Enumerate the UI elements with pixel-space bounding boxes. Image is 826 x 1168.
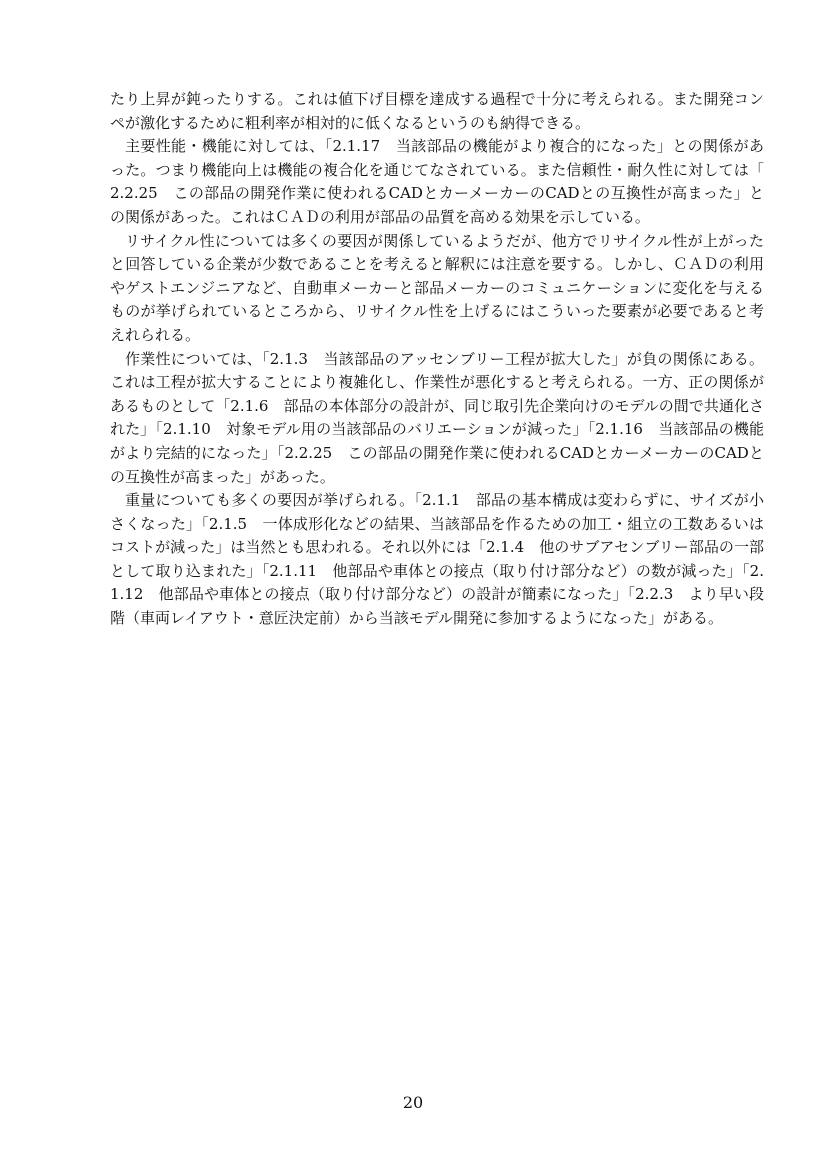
paragraph-workability: 作業性については、「2.1.3 当該部品のアッセンブリー工程が拡大した」が負の関係にある。これは工程が拡大することにより複雑化し、作業性が悪化すると考えられる。一方、正の関係があるものとして「2.1.6 部品の本体部分の設計が、同じ取引先企業向けのモデルの間で共通化された」「2.1.10 対象モデル用の当該部品のバリエーションが減った」「2.1.16 当該部品の機能がより完結的になった」「2.2.25 この部品の開発作業に使われるCADとカーメーカーのCADとの互換性が高まった」があった。 xyxy=(110,349,764,486)
paragraph-continuation: たり上昇が鈍ったりする。これは値下げ目標を達成する過程で十分に考えられる。また開発コンペが激化するために粗利率が相対的に低くなるというのも納得できる。 xyxy=(110,90,764,132)
paragraph-weight: 重量についても多くの要因が挙げられる。「2.1.1 部品の基本構成は変わらずに、サイズが小さくなった」「2.1.5 一体成形化などの結果、当該部品を作るための加工・組立の工数あるいはコストが減った」は当然とも思われる。それ以外には「2.1.4 他のサブアセンブリー部品の一部として取り込まれた」「2.1.11 他部品や車体との接点（取り付け部分など）の数が減った」「2.1.12 他部品や車体との接点（取り付け部分など）の設計が簡素になった」「2.2.3 より早い段階（車両レイアウト・意匠決定前）から当該モデル開発に参加するようになった」がある。 xyxy=(110,491,764,628)
body-text xyxy=(110,88,764,631)
paragraph-recyclability: リサイクル性については多くの要因が関係しているようだが、他方でリサイクル性が上がったと回答している企業が少数であることを考えると解釈には注意を要する。しかし、ＣＡＤの利用やゲストエンジニアなど、自動車メーカーと部品メーカーのコミュニケーションに変化を与えるものが挙げられているところから、リサイクル性を上げるにはこういった要素が必要であると考えれられる。 xyxy=(110,231,764,344)
page-number: 20 xyxy=(402,1093,424,1112)
paragraph-performance: 主要性能・機能に対しては、「2.1.17 当該部品の機能がより複合的になった」との関係があった。つまり機能向上は機能の複合化を通じてなされている。また信頼性・耐久性に対しては「2.2.25 この部品の開発作業に使われるCADとカーメーカーのCADとの互換性が高まった」との関係があった。これはＣＡＤの利用が部品の品質を高める効果を示している。 xyxy=(110,137,764,226)
